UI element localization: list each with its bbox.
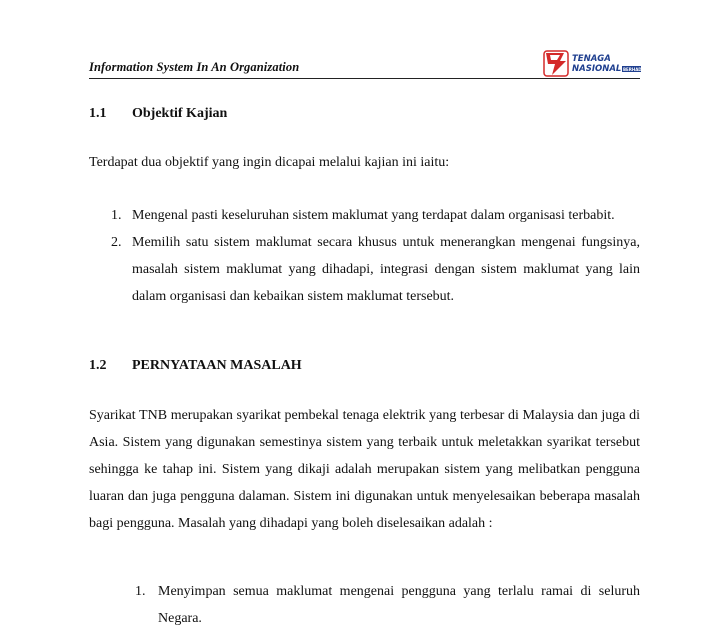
list-item-text: Mengenal pasti keseluruhan sistem maklumat yang terdapat dalam organisasi terbabit. — [132, 208, 615, 223]
list-item-number: 1. — [135, 584, 146, 599]
section-number: 1.2 — [89, 358, 107, 373]
header-rule — [89, 78, 640, 79]
section-title: Objektif Kajian — [132, 106, 228, 121]
tnb-logo — [542, 49, 642, 77]
list-item — [111, 229, 640, 310]
section-title: PERNYATAAN MASALAH — [132, 358, 302, 373]
header-title: Information System In An Organization — [89, 60, 300, 74]
intro-paragraph: Terdapat dua objektif yang ingin dicapai melalui kajian ini iaitu: — [89, 155, 450, 170]
list-item-number: 2. — [111, 235, 122, 250]
list-item-text: Menyimpan semua maklumat mengenai pengguna yang terlalu ramai di seluruh Negara. — [158, 584, 640, 626]
list-item — [135, 578, 640, 632]
logo-suffix: BERHAD — [623, 67, 642, 72]
list-item-number: 1. — [111, 208, 122, 223]
logo-line1: TENAGA — [572, 54, 611, 64]
logo-line2: NASIONAL — [572, 64, 622, 74]
section-number: 1.1 — [89, 106, 107, 121]
list-item — [111, 202, 640, 229]
problem-paragraph: Syarikat TNB merupakan syarikat pembekal tenaga elektrik yang terbesar di Malaysia dan juga di Asia. Sistem yang digunakan semestinya sistem yang terbaik untuk meletakkan syarikat tersebut sehingga ke tahap ini. Sistem yang dikaji adalah merupakan sistem yang melibatkan pengguna luaran dan juga pengguna dalaman. Sistem ini digunakan untuk menyelesaikan beberapa masalah bagi pengguna. Masalah yang dihadapi yang boleh diselesaikan adalah : — [89, 408, 640, 531]
list-item-text: Memilih satu sistem maklumat secara khusus untuk menerangkan mengenai fungsinya, masalah sistem maklumat yang dihadapi, integrasi dengan sistem maklumat yang lain dalam organisasi dan kebaikan sistem maklumat tersebut. — [132, 235, 640, 304]
